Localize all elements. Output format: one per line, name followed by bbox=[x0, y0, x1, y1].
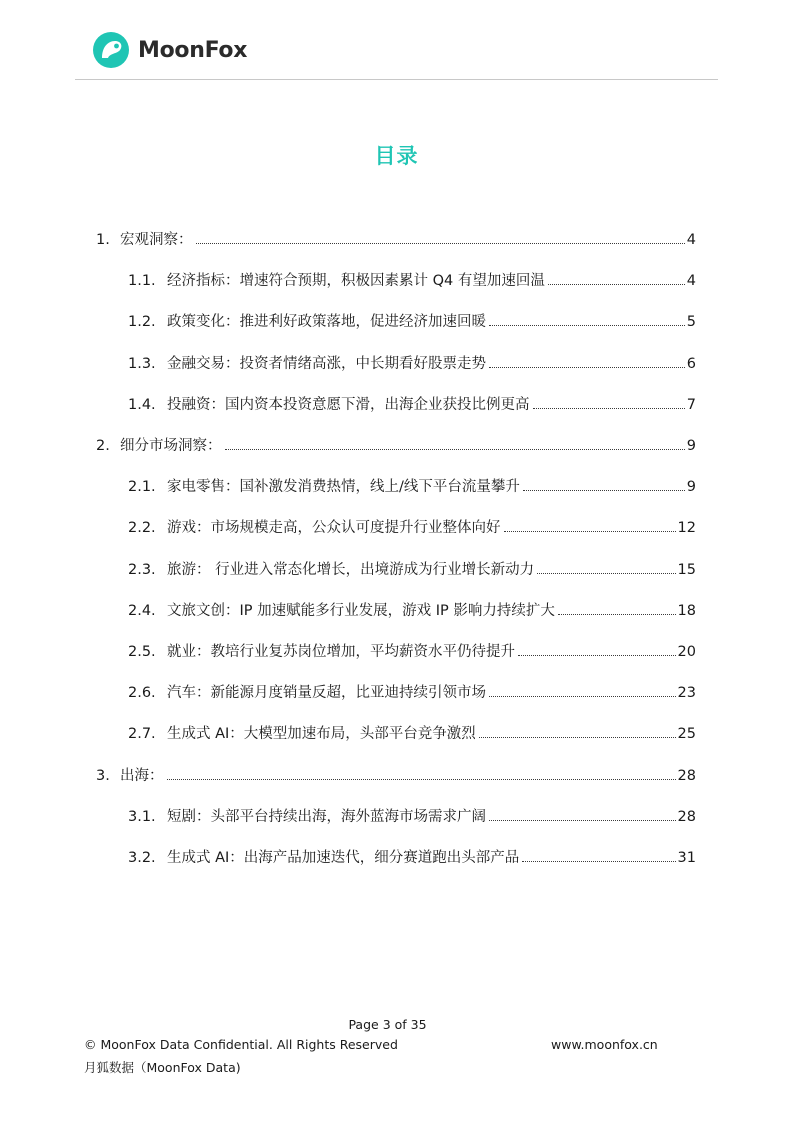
toc-entry-title: 细分市场洞察： bbox=[120, 438, 222, 454]
page-number: Page 3 of 35 bbox=[348, 1017, 427, 1032]
toc-entry-number: 2.7. bbox=[128, 726, 156, 742]
toc-entry[interactable] bbox=[128, 353, 696, 375]
toc-entry-number: 1.3. bbox=[128, 356, 156, 372]
moonfox-logo[interactable] bbox=[92, 31, 247, 69]
toc-entry-page: 31 bbox=[677, 850, 696, 866]
toc-entry-page: 28 bbox=[677, 809, 696, 825]
toc-entry-title: 旅游： 行业进入常态化增长，出境游成为行业增长新动力 bbox=[167, 562, 535, 578]
footer-copyright: © MoonFox Data Confidential. All Rights Reserved bbox=[84, 1037, 398, 1052]
toc-entry-page: 20 bbox=[677, 644, 696, 660]
toc-entry-number: 1.2. bbox=[128, 314, 156, 330]
toc-entry-title: 政策变化：推进利好政策落地，促进经济加速回暖 bbox=[167, 314, 486, 330]
footer-brand: 月狐数据（MoonFox Data) bbox=[84, 1060, 241, 1075]
toc-entry[interactable] bbox=[128, 476, 696, 498]
toc-entry-page: 9 bbox=[686, 479, 696, 495]
toc-entry-page: 12 bbox=[677, 520, 696, 536]
toc-entry-title: 家电零售：国补激发消费热情，线上/线下平台流量攀升 bbox=[167, 479, 520, 495]
logo-wordmark: MoonFox bbox=[138, 37, 248, 63]
toc-dot-leader bbox=[167, 779, 676, 780]
toc-entry-page: 28 bbox=[677, 768, 696, 784]
toc-entry-number: 2.3. bbox=[128, 562, 156, 578]
toc-dot-leader bbox=[533, 408, 685, 409]
toc-entry[interactable] bbox=[96, 765, 696, 787]
toc-entry-number: 2.6. bbox=[128, 685, 156, 701]
toc-entry-number: 1.4. bbox=[128, 397, 156, 413]
toc-entry-title: 就业：教培行业复苏岗位增加，平均薪资水平仍待提升 bbox=[167, 644, 515, 660]
toc-title: 目录 bbox=[374, 144, 419, 168]
toc-entry-page: 9 bbox=[686, 438, 696, 454]
toc-entry-page: 4 bbox=[686, 232, 696, 248]
toc-entry[interactable] bbox=[128, 806, 696, 828]
toc-entry-title: 短剧：头部平台持续出海，海外蓝海市场需求广阔 bbox=[167, 809, 486, 825]
toc-entry-title: 游戏：市场规模走高，公众认可度提升行业整体向好 bbox=[167, 520, 501, 536]
toc-entry[interactable] bbox=[128, 641, 696, 663]
toc-entry-page: 6 bbox=[686, 356, 696, 372]
toc-entry-title: 汽车：新能源月度销量反超，比亚迪持续引领市场 bbox=[167, 685, 486, 701]
toc-dot-leader bbox=[489, 820, 676, 821]
toc-entry[interactable] bbox=[128, 311, 696, 333]
toc-dot-leader bbox=[489, 367, 685, 368]
toc-entry-number: 2. bbox=[96, 438, 110, 454]
toc-entry-page: 7 bbox=[686, 397, 696, 413]
toc-dot-leader bbox=[504, 531, 676, 532]
toc-dot-leader bbox=[522, 861, 675, 862]
toc-entry[interactable] bbox=[128, 600, 696, 622]
toc-entry-title: 生成式 AI：出海产品加速迭代，细分赛道跑出头部产品 bbox=[167, 850, 520, 866]
toc-entry-title: 文旅文创：IP 加速赋能多行业发展，游戏 IP 影响力持续扩大 bbox=[167, 603, 555, 619]
toc-dot-leader bbox=[489, 325, 685, 326]
toc-entry-title: 生成式 AI：大模型加速布局，头部平台竞争激烈 bbox=[167, 726, 476, 742]
toc-entry-page: 23 bbox=[677, 685, 696, 701]
toc-dot-leader bbox=[537, 573, 675, 574]
toc-entry[interactable] bbox=[128, 270, 696, 292]
toc-dot-leader bbox=[489, 696, 676, 697]
toc-entry-number: 1. bbox=[96, 232, 110, 248]
toc-entry-page: 4 bbox=[686, 273, 696, 289]
toc-entry[interactable] bbox=[128, 847, 696, 869]
moonfox-logo-icon bbox=[92, 31, 130, 69]
toc-entry-number: 2.1. bbox=[128, 479, 156, 495]
toc-entry[interactable] bbox=[128, 394, 696, 416]
toc-entry-title: 经济指标：增速符合预期，积极因素累计 Q4 有望加速回温 bbox=[167, 273, 545, 289]
toc-dot-leader bbox=[548, 284, 685, 285]
toc-entry[interactable] bbox=[128, 517, 696, 539]
toc-dot-leader bbox=[518, 655, 676, 656]
toc-entry-title: 投融资：国内资本投资意愿下滑，出海企业获投比例更高 bbox=[167, 397, 530, 413]
toc-dot-leader bbox=[523, 490, 685, 491]
toc-entry[interactable] bbox=[128, 682, 696, 704]
toc-entry-title: 出海： bbox=[120, 768, 164, 784]
toc-entry-number: 2.5. bbox=[128, 644, 156, 660]
toc-entry-number: 1.1. bbox=[128, 273, 156, 289]
toc-entry-number: 2.2. bbox=[128, 520, 156, 536]
toc-entry[interactable] bbox=[96, 435, 696, 457]
toc-dot-leader bbox=[479, 737, 676, 738]
toc-entry[interactable] bbox=[128, 559, 696, 581]
toc-entry-title: 宏观洞察： bbox=[120, 232, 193, 248]
toc-entry[interactable] bbox=[96, 229, 696, 251]
toc-dot-leader bbox=[196, 243, 685, 244]
footer-url-link[interactable]: www.moonfox.cn bbox=[551, 1037, 658, 1052]
toc-dot-leader bbox=[225, 449, 685, 450]
toc-entry-number: 3.1. bbox=[128, 809, 156, 825]
toc-entry-page: 18 bbox=[677, 603, 696, 619]
page-header bbox=[0, 0, 793, 82]
header-divider bbox=[75, 79, 718, 80]
toc-entry-page: 25 bbox=[677, 726, 696, 742]
toc-entry-title: 金融交易：投资者情绪高涨，中长期看好股票走势 bbox=[167, 356, 486, 372]
toc-entry[interactable] bbox=[128, 723, 696, 745]
toc-entry-page: 15 bbox=[677, 562, 696, 578]
toc-entry-number: 3.2. bbox=[128, 850, 156, 866]
toc-entry-number: 3. bbox=[96, 768, 110, 784]
toc-entry-number: 2.4. bbox=[128, 603, 156, 619]
toc-entry-page: 5 bbox=[686, 314, 696, 330]
toc-dot-leader bbox=[558, 614, 676, 615]
